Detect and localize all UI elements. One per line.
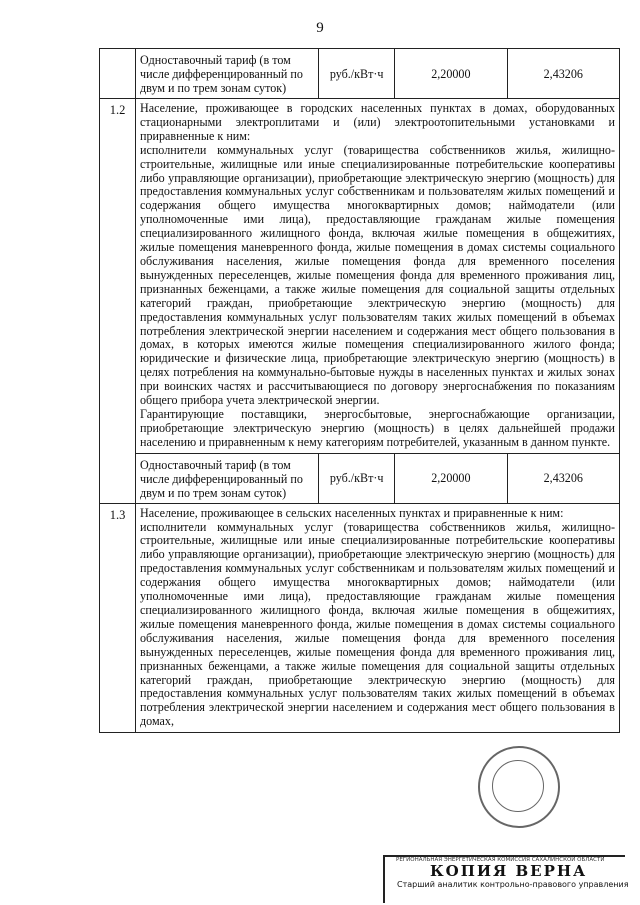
- tariff-line: [136, 49, 619, 98]
- tariff-value-2: 2,43206: [507, 454, 619, 503]
- tariff-line: [136, 454, 619, 503]
- description-intro: Население, проживающее в городских населенных пунктах в домах, оборудованных стационарными электроплитами и (или) электроотопительными установками и приравненные к ним:: [140, 101, 615, 143]
- round-seal-stamp: [478, 746, 560, 828]
- row-number: 1.2: [100, 99, 136, 504]
- tariff-unit: руб./кВт·ч: [319, 454, 395, 503]
- table-row: [100, 453, 620, 503]
- tariff-name: Одноставочный тариф (в том числе дифференцированный по двум и по трем зонам суток): [140, 53, 303, 95]
- row-description: [136, 99, 619, 453]
- row-description: [136, 504, 619, 733]
- row-number: 1.3: [100, 503, 136, 733]
- tariff-value-1: 2,20000: [395, 49, 507, 98]
- tariff-name: Одноставочный тариф (в том числе дифференцированный по двум и по трем зонам суток): [140, 457, 303, 500]
- description-intro: Население, проживающее в сельских населенных пунктах и приравненные к ним:: [140, 505, 564, 520]
- tariff-value-1: 2,20000: [395, 454, 507, 503]
- stamp-title: КОПИЯ ВЕРНА: [430, 862, 588, 880]
- tariff-table: [99, 48, 620, 733]
- table-row: [100, 503, 620, 733]
- stamp-subtitle: Старший аналитик контрольно-правового управления: [397, 880, 629, 889]
- tariff-value-2: 2,43206: [507, 49, 619, 98]
- description-paragraph: Гарантирующие поставщики, энергосбытовые, энергоснабжающие организации, приобретающие электрическую энергию (мощность) в целях дальнейшей продажи населению и приравненным к нему категориям потребителей, указанным в данном пункте.: [140, 406, 615, 449]
- description-paragraph: исполнители коммунальных услуг (товарищества собственников жилья, жилищно-строительные, жилищные или иные специализированные потребительские кооперативы либо управляющие организации), приобретающие электрическую энергию (мощность) для предоставления коммунальных услуг собственникам и пользователям жилых помещений и содержания общего имущества многоквартирных домов; наймодатели (или уполномоченные ими лица), предоставляющие гражданам жилые помещения специализированного жилищного фонда, включая жилые помещения в общежитиях, жилые помещения маневренного фонда, жилые помещения в домах системы социального обслуживания населения, жилые помещения фонда для временного поселения вынужденных переселенцев, жилые помещения фонда для временного проживания лиц, признанных беженцами, а также жилые помещения для социальной защиты отдельных категорий граждан, приобретающие электрическую энергию (мощность) для предоставления коммунальных услуг пользователям таких жилых помещений в объемах потребления электрической энергии населением и содержания мест общего пользования в домах, в которых имеются жилые помещения специализированного жилого фонда; юридические и физические лица, приобретающие электрическую энергию (мощность) в целях потребления на коммунально-бытовые нужды в населенных пунктах и жилых зонах при воинских частях и рассчитывающиеся по договору энергоснабжения по показаниям общего прибора учета электрической энергии.: [140, 142, 615, 408]
- table-row: [100, 49, 620, 99]
- tariff-unit: руб./кВт·ч: [319, 49, 395, 98]
- row-number-empty: [100, 49, 136, 99]
- table-row: [100, 99, 620, 454]
- page-number: 9: [316, 20, 324, 36]
- stamp-organization: РЕГИОНАЛЬНАЯ ЭНЕРГЕТИЧЕСКАЯ КОМИССИЯ САХАЛИНСКОЙ ОБЛАСТИ: [396, 857, 605, 863]
- description-paragraph: исполнители коммунальных услуг (товарищества собственников жилья, жилищно-строительные, жилищные или иные специализированные потребительские кооперативы либо управляющие организации), приобретающие электрическую энергию (мощность) для предоставления коммунальных услуг собственникам и пользователям жилых помещений и содержания общего имущества многоквартирных домов; наймодатели (или уполномоченные ими лица), предоставляющие гражданам жилые помещения специализированного жилищного фонда, включая жилые помещения в общежитиях, жилые помещения маневренного фонда, жилые помещения в домах системы социального обслуживания населения, жилые помещения фонда для временного поселения вынужденных переселенцев, жилые помещения фонда для временного проживания лиц, признанных беженцами, а также жилые помещения для социальной защиты отдельных категорий граждан, приобретающие электрическую энергию (мощность) для предоставления коммунальных услуг пользователям таких жилых помещений в объемах потребления электрической энергии населением и содержания мест общего пользования в домах,: [140, 519, 615, 729]
